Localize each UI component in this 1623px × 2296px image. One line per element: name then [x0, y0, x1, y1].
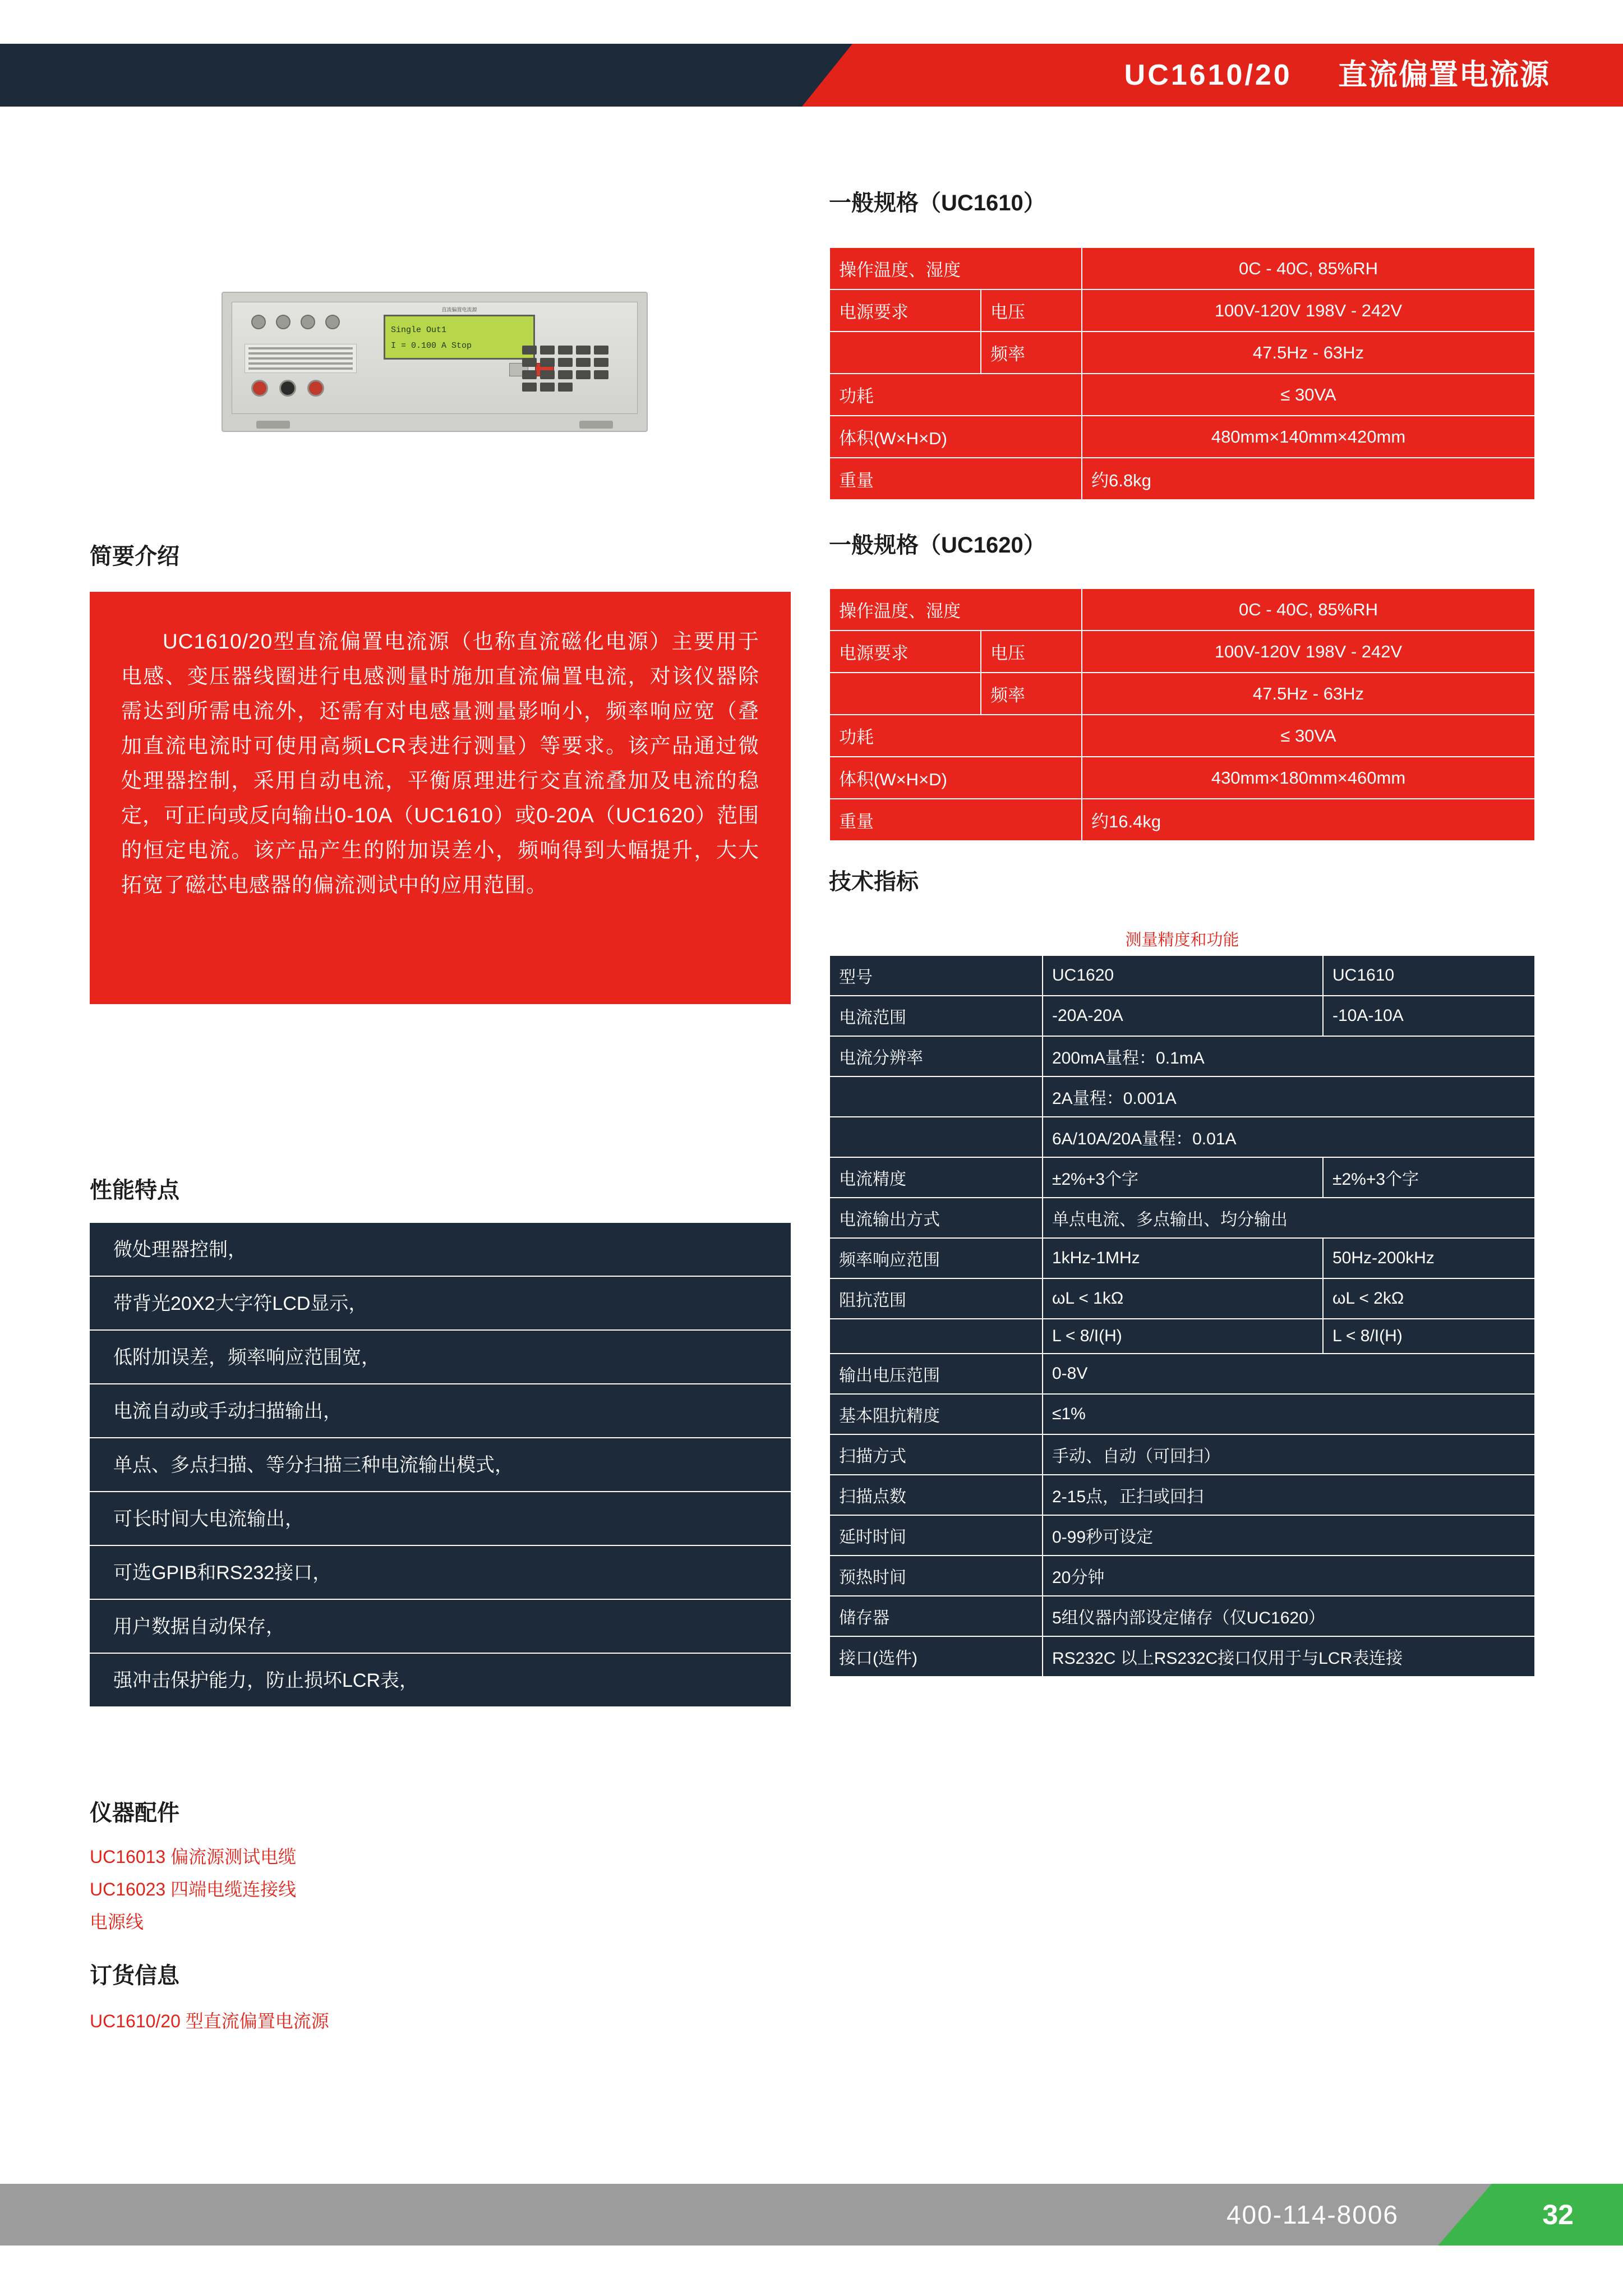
table-row: [829, 1117, 1535, 1157]
spec1620-value-3: ≤ 30VA: [1082, 715, 1535, 757]
tech-c1-11: ≤1%: [1043, 1394, 1535, 1434]
spec1610-label-5: 重量: [829, 458, 1082, 500]
instrument-knob-4: [325, 315, 340, 329]
table-row: [829, 458, 1535, 500]
table-row: [829, 1475, 1535, 1515]
instrument-knob-2: [276, 315, 291, 329]
spec1620-label-4: 体积(W×H×D): [829, 757, 1082, 799]
table-row: [829, 1636, 1535, 1677]
table-row: [829, 715, 1535, 757]
table-row: [829, 799, 1535, 841]
table-row: [829, 1354, 1535, 1394]
spec1610-sub-2: 频率: [981, 332, 1082, 374]
tech-c2-1: -10A-10A: [1323, 996, 1535, 1036]
tech-c1-3: 2A量程：0.001A: [1043, 1076, 1535, 1117]
spec-table-uc1610: [829, 247, 1536, 500]
spec1610-label-3: 功耗: [829, 374, 1082, 416]
instrument-front-panel: [232, 302, 638, 414]
tech-c1-9: L < 8/I(H): [1043, 1319, 1323, 1354]
footer-phone: 400-114-8006: [1226, 2200, 1399, 2229]
table-row: [829, 1556, 1535, 1596]
spec1610-label-2: [829, 332, 981, 374]
tech-c1-0: UC1620: [1043, 955, 1323, 996]
spec1620-label-2: [829, 673, 981, 715]
table-row: [829, 673, 1535, 715]
tech-label-7: 频率响应范围: [829, 1238, 1043, 1278]
tech-label-12: 扫描方式: [829, 1434, 1043, 1475]
spec1620-sub-2: 频率: [981, 673, 1082, 715]
table-row: [829, 1319, 1535, 1354]
tech-c2-5: ±2%+3个字: [1323, 1157, 1535, 1198]
table-row: [829, 757, 1535, 799]
intro-text: UC1610/20型直流偏置电流源（也称直流磁化电源）主要用于电感、变压器线圈进行电感测量时施加直流偏置电流，对该仪器除需达到所需电流外，还需有对电感量测量影响小，频率响应宽（叠加直流电流时可使用高频LCR表进行测量）等要求。该产品通过微处理器控制，采用自动电流，平衡原理进行交直流叠加及电流的稳定，可正向或反向输出0-10A（UC1610）或0-20A（UC1620）范围的恒定电流。该产品产生的附加误差小，频响得到大幅提升，大大拓宽了磁芯电感器的偏流测试中的应用范围。: [121, 630, 759, 896]
intro-section-title: 简要介绍: [90, 544, 179, 569]
list-item: 强冲击保护能力，防止损坏LCR表，: [90, 1654, 791, 1708]
tech-spec-table: [829, 920, 1536, 1677]
accessories-section-title: 仪器配件: [90, 1801, 179, 1825]
table-row: [829, 588, 1535, 631]
instrument-knob-1: [251, 315, 266, 329]
table-row: [829, 631, 1535, 673]
page-header: [0, 44, 1623, 107]
instrument-keypad: [520, 344, 627, 388]
instrument-terminal-red-2: [307, 380, 324, 397]
spec1610-sub-1: 电压: [981, 289, 1082, 332]
list-item: 可选GPIB和RS232接口，: [90, 1546, 791, 1600]
table-row: [829, 332, 1535, 374]
tech-c2-7: 50Hz-200kHz: [1323, 1238, 1535, 1278]
tech-c2-9: L < 8/I(H): [1323, 1319, 1535, 1354]
tech-label-9: [829, 1319, 1043, 1354]
spec1610-value-1: 100V-120V 198V - 242V: [1082, 289, 1535, 332]
tech-label-1: 电流范围: [829, 996, 1043, 1036]
tech-c1-14: 0-99秒可设定: [1043, 1515, 1535, 1556]
tech-label-2: 电流分辨率: [829, 1036, 1043, 1076]
instrument-lcd-screen: [384, 315, 535, 360]
footer-page-number: 32: [1542, 2199, 1574, 2230]
tech-label-8: 阻抗范围: [829, 1278, 1043, 1319]
spec1610-label-1: 电源要求: [829, 289, 981, 332]
table-row: [829, 247, 1535, 289]
spec-table-uc1620: [829, 588, 1536, 841]
tech-label-4: [829, 1117, 1043, 1157]
list-item: 电流自动或手动扫描输出，: [90, 1384, 791, 1438]
features-section-title: 性能特点: [90, 1178, 179, 1203]
tech-c1-13: 2-15点，正扫或回扫: [1043, 1475, 1535, 1515]
tech-label-3: [829, 1076, 1043, 1117]
header-model: UC1610/20: [1124, 59, 1292, 91]
tech-c1-7: 1kHz-1MHz: [1043, 1238, 1323, 1278]
list-item: 单点、多点扫描、等分扫描三种电流输出模式，: [90, 1438, 791, 1492]
tech-c1-10: 0-8V: [1043, 1354, 1535, 1394]
instrument-foot-right: [579, 421, 613, 429]
table-row: [829, 416, 1535, 458]
spec1620-label-5: 重量: [829, 799, 1082, 841]
lcd-line-1: Single Out1: [391, 325, 447, 335]
tech-c1-6: 单点电流、多点输出、均分输出: [1043, 1198, 1535, 1238]
ordering-item-1[interactable]: UC1610/20 型直流偏置电流源: [90, 2011, 329, 2031]
tech-label-10: 输出电压范围: [829, 1354, 1043, 1394]
tech-c2-0: UC1610: [1323, 955, 1535, 996]
table-row: [829, 996, 1535, 1036]
spec1610-value-3: ≤ 30VA: [1082, 374, 1535, 416]
tech-c1-16: 5组仪器内部设定储存（仅UC1620）: [1043, 1596, 1535, 1636]
table-row: [829, 1596, 1535, 1636]
accessory-item-2[interactable]: UC16023 四端电缆连接线: [90, 1879, 297, 1899]
tech-c1-17: RS232C 以上RS232C接口仅用于与LCR表连接: [1043, 1636, 1535, 1677]
list-item: 低附加误差，频率响应范围宽，: [90, 1331, 791, 1384]
spec1620-label-1: 电源要求: [829, 631, 981, 673]
list-item: 微处理器控制，: [90, 1223, 791, 1277]
spec1610-label-0: 操作温度、湿度: [829, 247, 1082, 289]
tech-c1-15: 20分钟: [1043, 1556, 1535, 1596]
ordering-section-title: 订货信息: [90, 1963, 179, 1988]
header-title: [1124, 44, 1550, 107]
tech-c1-8: ωL < 1kΩ: [1043, 1278, 1323, 1319]
spec1620-label-3: 功耗: [829, 715, 1082, 757]
table-row: [829, 1076, 1535, 1117]
table-row: [829, 1157, 1535, 1198]
spec1620-value-4: 430mm×180mm×460mm: [1082, 757, 1535, 799]
tech-label-16: 储存器: [829, 1596, 1043, 1636]
features-list: [90, 1223, 791, 1708]
table-row: [829, 289, 1535, 332]
spec1610-value-4: 480mm×140mm×420mm: [1082, 416, 1535, 458]
tech-label-6: 电流输出方式: [829, 1198, 1043, 1238]
tech-c1-1: -20A-20A: [1043, 996, 1323, 1036]
tech-c1-2: 200mA量程：0.1mA: [1043, 1036, 1535, 1076]
tech-section-title: 技术指标: [829, 869, 919, 894]
spec1620-value-5: 约16.4kg: [1082, 799, 1535, 841]
instrument-label-block: [245, 344, 357, 373]
tech-label-13: 扫描点数: [829, 1475, 1043, 1515]
spec1610-value-0: 0C - 40C, 85%RH: [1082, 247, 1535, 289]
tech-c1-5: ±2%+3个字: [1043, 1157, 1323, 1198]
instrument-foot-left: [256, 421, 290, 429]
spec1620-value-2: 47.5Hz - 63Hz: [1082, 673, 1535, 715]
table-row: [829, 374, 1535, 416]
spec1620-sub-1: 电压: [981, 631, 1082, 673]
spec1610-value-5: 约6.8kg: [1082, 458, 1535, 500]
tech-c2-8: ωL < 2kΩ: [1323, 1278, 1535, 1319]
lcd-line-2: I = 0.100 A Stop: [391, 341, 472, 351]
tech-label-17: 接口(选件): [829, 1636, 1043, 1677]
instrument-terminal-black: [279, 380, 296, 397]
product-image: [222, 292, 648, 432]
instrument-terminal-red: [251, 380, 268, 397]
tech-label-14: 延时时间: [829, 1515, 1043, 1556]
accessory-item-3[interactable]: 电源线: [90, 1912, 144, 1932]
table-row: [829, 1515, 1535, 1556]
tech-c1-4: 6A/10A/20A量程：0.01A: [1043, 1117, 1535, 1157]
spec1620-value-0: 0C - 40C, 85%RH: [1082, 588, 1535, 631]
accessory-item-1[interactable]: UC16013 偏流源测试电缆: [90, 1847, 297, 1867]
spec1610-value-2: 47.5Hz - 63Hz: [1082, 332, 1535, 374]
tech-table-caption: 测量精度和功能: [829, 920, 1535, 955]
spec1610-section-title: 一般规格（UC1610）: [829, 191, 1046, 215]
instrument-knob-3: [301, 315, 315, 329]
instrument-display-caption: 直流偏置电流源: [441, 307, 477, 312]
tech-c1-12: 手动、自动（可回扫）: [1043, 1434, 1535, 1475]
spec1610-label-4: 体积(W×H×D): [829, 416, 1082, 458]
table-row: [829, 1198, 1535, 1238]
header-subtitle: 直流偏置电流源: [1338, 59, 1550, 91]
table-row: [829, 955, 1535, 996]
table-row: [829, 1278, 1535, 1319]
list-item: 用户数据自动保存，: [90, 1600, 791, 1654]
table-row: [829, 1238, 1535, 1278]
table-row: [829, 1434, 1535, 1475]
tech-label-0: 型号: [829, 955, 1043, 996]
spec1620-value-1: 100V-120V 198V - 242V: [1082, 631, 1535, 673]
list-item: 带背光20X2大字符LCD显示，: [90, 1277, 791, 1331]
spec1620-section-title: 一般规格（UC1620）: [829, 533, 1046, 558]
spec1620-label-0: 操作温度、湿度: [829, 588, 1082, 631]
tech-label-11: 基本阻抗精度: [829, 1394, 1043, 1434]
table-row: [829, 1036, 1535, 1076]
tech-label-5: 电流精度: [829, 1157, 1043, 1198]
table-caption-row: [829, 920, 1535, 955]
table-row: [829, 1394, 1535, 1434]
intro-box: [90, 592, 791, 1004]
tech-label-15: 预热时间: [829, 1556, 1043, 1596]
list-item: 可长时间大电流输出，: [90, 1492, 791, 1546]
